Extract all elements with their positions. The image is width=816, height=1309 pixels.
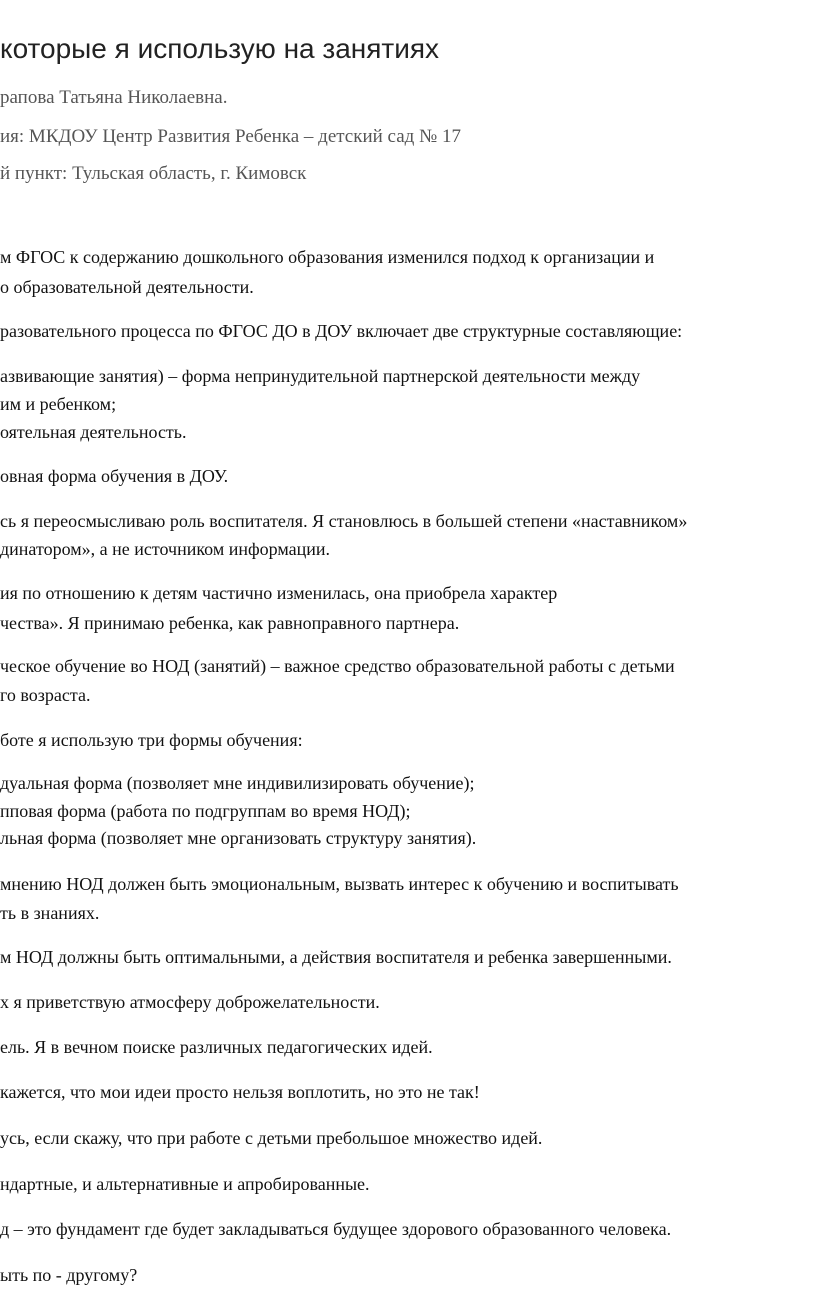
body-line: им и ребенком; [0,394,117,414]
body-line: ть в знаниях. [0,903,100,923]
body-line: дуальная форма (позволяет мне индивилизировать обучение); [0,773,475,793]
locality-line: й пункт: Тульская область, г. Кимовск [0,163,307,184]
body-line: ель. Я в вечном поиске различных педагогических идей. [0,1037,433,1057]
body-line: ндартные, и альтернативные и апробированные. [0,1174,370,1194]
body-line: ия по отношению к детям частично изменилась, она приобрела характер [0,583,558,603]
body-line: азвивающие занятия) – форма непринудительной партнерской деятельности между [0,366,641,386]
body-line: х я приветствую атмосферу доброжелательности. [0,992,380,1012]
body-line: оятельная деятельность. [0,422,187,442]
body-line: ческое обучение во НОД (занятий) – важное средство образовательной работы с детьми [0,656,675,676]
body-line: льная форма (позволяет мне организовать структуру занятия). [0,828,477,848]
body-line: кажется, что мои идеи просто нельзя воплотить, но это не так! [0,1082,480,1102]
organization-line: ия: МКДОУ Центр Развития Ребенка – детский сад № 17 [0,126,461,147]
body-line: м ФГОС к содержанию дошкольного образования изменился подход к организации и [0,247,655,267]
body-line: ыть по - другому? [0,1265,138,1285]
body-line: о образовательной деятельности. [0,277,254,297]
body-line: усь, если скажу, что при работе с детьми пребольшое множество идей. [0,1128,543,1148]
body-line: боте я использую три формы обучения: [0,730,303,750]
body-line: чества». Я принимаю ребенка, как равноправного партнера. [0,613,460,633]
author-line: рапова Татьяна Николаевна. [0,87,228,108]
body-line: мнению НОД должен быть эмоциональным, вызвать интерес к обучению и воспитывать [0,874,679,894]
body-line: го возраста. [0,685,91,705]
body-line: пповая форма (работа по подгруппам во время НОД); [0,801,411,821]
page-title: которые я использую на занятиях [0,33,440,64]
body-line: д – это фундамент где будет закладываться будущее здорового образованного человека. [0,1219,672,1239]
body-line: овная форма обучения в ДОУ. [0,466,229,486]
body-line: динатором», а не источником информации. [0,539,331,559]
body-line: разовательного процесса по ФГОС ДО в ДОУ включает две структурные составляющие: [0,321,683,341]
body-line: м НОД должны быть оптимальными, а действия воспитателя и ребенка завершенными. [0,947,672,967]
body-line: сь я переосмысливаю роль воспитателя. Я становлюсь в большей степени «наставником» [0,511,688,531]
